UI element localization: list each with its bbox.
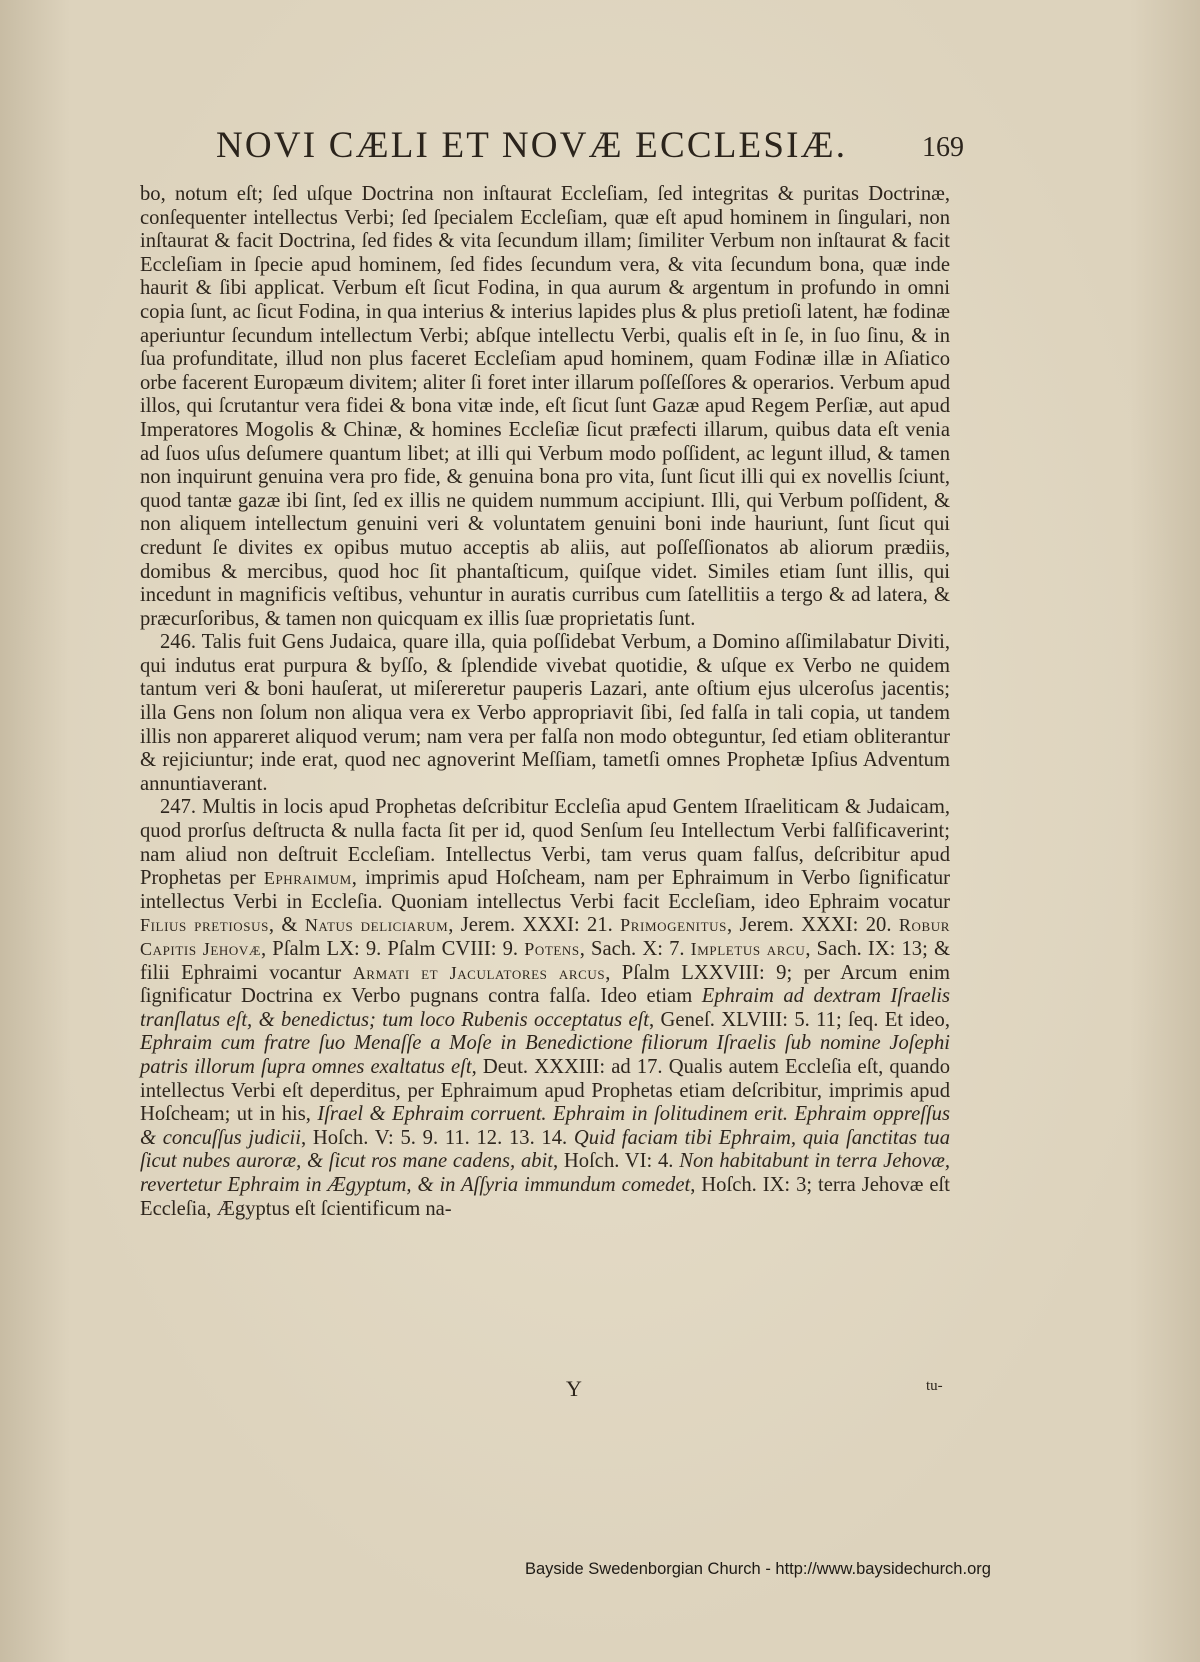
text-run: , Sach. IX: 13; & filii Ephraimi vocantur [140, 938, 950, 984]
source-watermark: Bayside Swedenborgian Church - http://www.baysidechurch.org [525, 1560, 991, 1578]
small-caps-term: Impletus arcu [690, 939, 806, 959]
small-caps-term: Filius pretiosus [140, 915, 269, 936]
text-run: , Pſalm LXXVIII: 9; per Arcum enim ſignificatur Doctrina ex Verbo pugnans contra falſa. Ideo etiam [140, 961, 950, 1008]
text-run: , Hoſch. IX: 3; terra Jehovæ eſt Eccleſia, Ægyptus eſt ſcientificum na- [140, 1173, 950, 1220]
catchword: tu- [926, 1378, 943, 1394]
running-head: NOVI CÆLI ET NOVÆ ECCLESIÆ. [216, 125, 848, 166]
text-run: , Geneſ. XLVIII: 5. 11; ſeq. Et ideo, [649, 1008, 951, 1031]
text-run: 247. Multis in locis apud Prophetas deſcribitur Eccleſia apud Gentem Iſraeliticam & Judaicam, quod prorſus deſtructa & nulla facta ſit per id, quod Senſum ſeu Intellectum Verbi falſificaverint; nam aliud non deſtruit Eccleſiam. Intellectus Verbi, tam verus quam falſus, deſcribitur apud Prophetas per [140, 796, 950, 890]
body-text [140, 183, 950, 1221]
paragraph-247 [140, 796, 950, 1221]
small-caps-term: Ephraimum [263, 868, 352, 889]
small-caps-term: Armati et Jaculatores arcus [352, 962, 606, 983]
italic-quotation: Ephraim cum fratre ſuo Menaſſe a Moſe in Benedictione filiorum Iſraelis ſub nomine Joſephi patris illorum ſupra omnes exaltatus eſt [140, 1032, 950, 1078]
small-caps-term: Natus deliciarum [304, 915, 449, 936]
text-run: , Jerem. XXXI: 20. [726, 914, 899, 937]
text-run: , & [268, 914, 305, 937]
text-run: , Sach. X: 7. [579, 938, 691, 960]
text-run: , Deut. XXXIII: ad 17. Qualis autem Eccleſia eſt, quando intellectus Verbi eſt deperditus, per Ephraimum apud Prophetas etiam deſcribitur, imprimis apud Hoſcheam; ut in his, [140, 1055, 950, 1126]
text-run: , Hoſch. V: 5. 9. 11. 12. 13. 14. [301, 1126, 574, 1149]
page-header [200, 120, 964, 180]
small-caps-term: Potens [524, 939, 580, 959]
paragraph-246: 246. Talis fuit Gens Judaica, quare illa, quia poſſidebat Verbum, a Domino aſſimilabatur Diviti, qui indutus erat purpura & byſſo, & ſplendide vivebat quotidie, & uſque ex Verbo ne quidem tantum veri & boni hauſerat, ut miſereretur pauperis Lazari, ante oſtium ejus ulceroſus jacentis; illa Gens non ſolum non aliqua vera ex Verbo appropriavit ſibi, ſed falſa in tali copia, ut tandem illis non appareret aliquod verum; nam vera per falſa non modo obteguntur, ſed etiam obliterantur & rejiciuntur; inde erat, quod nec agnoverint Meſſiam, tametſi omnes Prophetæ Ipſius Adventum annuntiaverant. [140, 631, 950, 795]
signature-mark: Y [566, 1376, 582, 1401]
paragraph-continued: bo, notum eſt; ſed uſque Doctrina non inſtaurat Eccleſiam, ſed integritas & puritas Doctrinæ, conſequenter intellectus Verbi; ſed ſpecialem Eccleſiam, quæ eſt apud hominem in ſingulari, non inſtaurat & facit Doctrina, ſed fides & vita ſecundum illam; ſimiliter Verbum non inſtaurat & facit Eccleſiam in ſpecie apud hominem, ſed fides ſecundum vera, & vita ſecundum bona, quæ inde haurit & ſibi applicat. Verbum eſt ſicut Fodina, in qua aurum & argentum in profundo in omni copia ſunt, ac ſicut Fodina, in qua interius & interius lapides plus & plus pretioſi latent, hæ fodinæ aperiuntur ſecundum intellectum Verbi; abſque intellectu Verbi, qualis eſt in ſe, in ſuo ſinu, & in ſua profunditate, illud non plus faceret Eccleſiam apud hominem, quam Fodinæ illæ in Aſiatico orbe facerent Europæum divitem; aliter ſi foret inter illarum poſſeſſores & operarios. Verbum apud illos, qui ſcrutantur vera fidei & bona vitæ inde, eſt ſicut ſunt Gazæ apud Regem Perſiæ, aut apud Imperatores Mogolis & Chinæ, & homines Eccleſiæ ſicut præfecti illarum, quibus data eſt venia ad ſuos uſus deſumere quantum libet; at illi qui Verbum modo poſſident, ac legunt illud, & tamen non inquirunt genuina vera pro fide, & genuina bona pro vita, ſunt ſicut illi qui ex novellis ſciunt, quod tantæ gazæ ibi ſint, ſed ex illis ne quidem nummum accipiunt. Illi, qui Verbum poſſident, & non aliquem intellectum genuini veri & voluntatem genuini boni inde hauriunt, ſunt ſicut qui credunt ſe divites ex opibus mutuo acceptis ab aliis, aut poſſeſſionatos ab aliorum prædiis, domibus & mercibus, quod hoc ſit phantaſticum, quiſque videt. Similes etiam ſunt illis, qui incedunt in magnificis veſtibus, vehuntur in auratis curribus cum ſatellitiis a tergo & ad latera, & præcurſoribus, & tamen non quicquam ex illis ſuæ proprietatis ſunt. [140, 183, 950, 630]
text-run: , Hoſch. VI: 4. [553, 1150, 680, 1173]
italic-quotation: Ephraim ad dextram Iſraelis tranſlatus eſt, & benedictus; tum loco Rubenis occeptatus eſt [140, 985, 950, 1031]
italic-quotation: Iſrael & Ephraim corruent. Ephraim in ſolitudinem erit. Ephraim oppreſſus & concuſſus judicii [140, 1103, 950, 1149]
small-caps-term: Primogenitus [620, 915, 727, 936]
text-run: , Pſalm LX: 9. Pſalm CVIII: 9. [261, 938, 525, 960]
page-number: 169 [922, 132, 964, 163]
italic-quotation: Quid faciam tibi Ephraim, quia ſanctitas tua ſicut nubes auroræ, & ſicut ros mane cadens, abit [140, 1126, 951, 1173]
text-run: , imprimis apud Hoſcheam, nam per Ephraimum in Verbo ſignificatur intellectus Verbi in Eccleſia. Quoniam intellectus Verbi facit Eccleſiam, ideo Ephraim vocatur [140, 867, 951, 913]
small-caps-term: Robur Capitis Jehovæ [140, 915, 950, 959]
italic-quotation: Non habitabunt in terra Jehovæ, revertetur Ephraim in Ægyptum, & in Aſſyria immundum comedet [140, 1150, 950, 1196]
text-run: , Jerem. XXXI: 21. [448, 914, 621, 937]
